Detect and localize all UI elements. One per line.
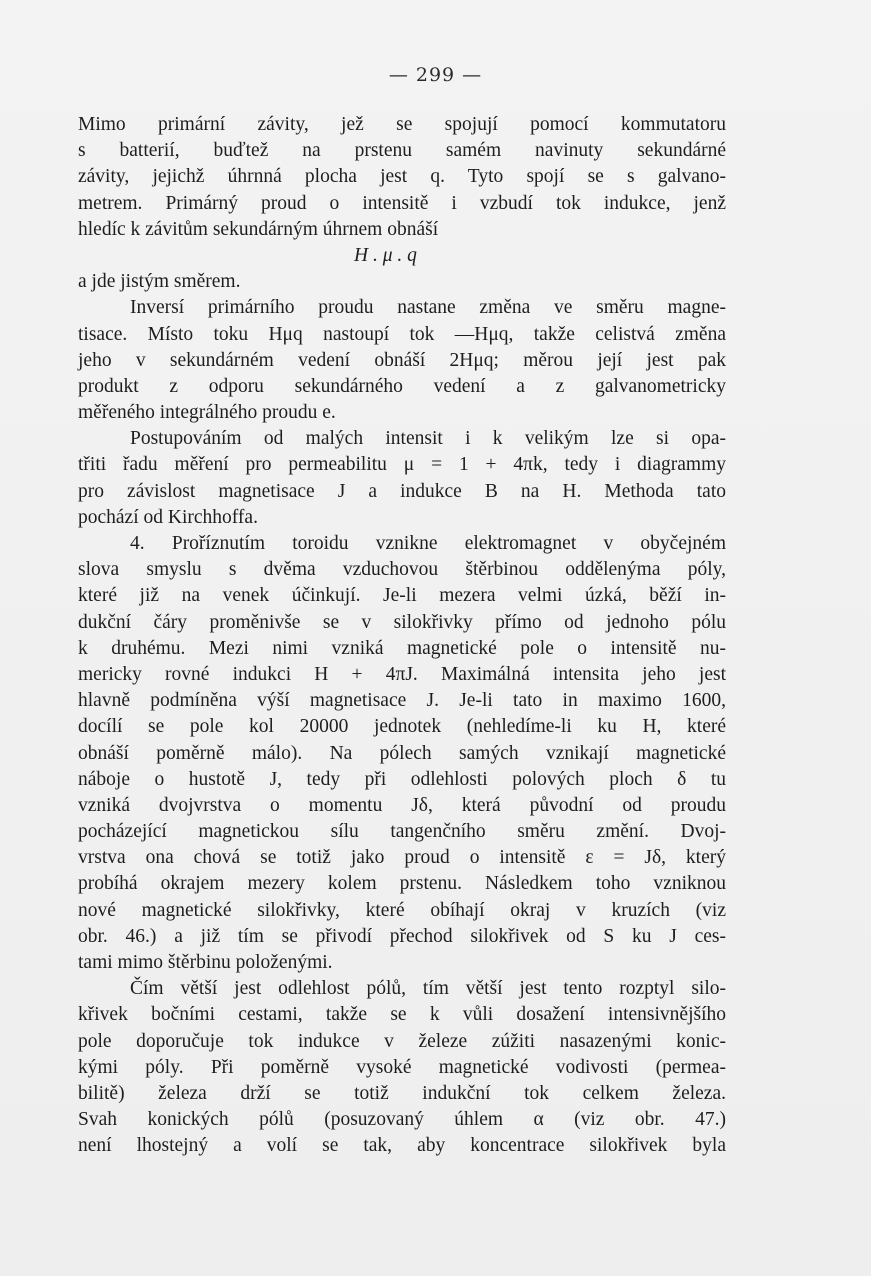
text-line: měřeného integrálného proudu e. (78, 402, 336, 424)
text-line: Mimo primární závity, jež se spojují pomocí kommutatoru (78, 114, 726, 135)
text-line: není lhostejný a volí se tak, aby koncentrace silokřivek byla (78, 1135, 726, 1157)
text-line: tisace. Místo toku Hμq nastoupí tok —Hμq, takže celistvá změna (78, 323, 726, 345)
text-line: Inversí primárního proudu nastane změna ve směru magne- (130, 297, 726, 319)
text-line: tami mimo štěrbinu položenými. (78, 952, 333, 973)
text-line: křivek bočními cestami, takže se k vůli dosažení intensivnějšího (78, 1004, 726, 1026)
text-line: pochází od Kirchhoffa. (78, 506, 258, 528)
text-line: dukční čáry proměnivše se v silokřivky přímo od jednoho pólu (78, 611, 726, 633)
text-line: pro závislost magnetisace J a indukce B na H. Methoda tato (78, 480, 726, 502)
text-line: pole doporučuje tok indukce v železe zúžiti nasazenými konic- (78, 1030, 726, 1052)
text-line: vzniká dvojvrstva o momentu Jδ, která původní od proudu (78, 794, 726, 816)
text-line: náboje o hustotě J, tedy při odlehlosti polových ploch δ tu (78, 768, 726, 790)
text-line: kými póly. Při poměrně vysoké magnetické vodivosti (permea- (78, 1056, 726, 1078)
text-line: vrstva ona chová se totiž jako proud o intensitě ε = Jδ, který (78, 847, 726, 869)
text-line: slova smyslu s dvěma vzduchovou štěrbinou oddělenýma póly, (78, 559, 726, 581)
text-line: produkt z odporu sekundárného vedení a z galvanometricky (78, 375, 726, 397)
text-line: třiti řadu měření pro permeabilitu μ = 1 + 4πk, tedy i diagrammy (78, 454, 726, 476)
text-line: a jde jistým směrem. (78, 271, 241, 293)
text-line: 4. Proříznutím toroidu vznikne elektromagnet v obyčejném (130, 533, 726, 554)
text-line: bilitě) železa drží se totiž indukční tok celkem železa. (78, 1082, 726, 1104)
text-line: s batterií, buďtež na prstenu samém navinuty sekundárné (78, 140, 726, 162)
page-number: — 299 — (388, 64, 483, 86)
text-line: docílí se pole kol 20000 jednotek (nehledíme-li ku H, které (78, 716, 726, 738)
text-line: Postupováním od malých intensit i k velikým lze si opa- (130, 428, 726, 450)
text-line: které již na venek účinkují. Je-li mezera velmi úzká, běží in- (78, 585, 726, 607)
text-line: jeho v sekundárném vedení obnáší 2Hμq; měrou její jest pak (78, 349, 726, 371)
text-line: nové magnetické silokřivky, které obíhají okraj v kruzích (viz (78, 899, 726, 921)
formula-line: H . μ . q (354, 244, 417, 266)
text-line: obnáší poměrně málo). Na pólech samých vznikají magnetické (78, 742, 726, 764)
text-line: Svah konických pólů (posuzovaný úhlem α (viz obr. 47.) (78, 1109, 726, 1131)
text-line: metrem. Primárný proud o intensitě i vzbudí tok indukce, jenž (78, 192, 726, 214)
text-line: pocházející magnetickou sílu tangenčního směru změní. Dvoj- (78, 821, 726, 843)
text-line: probíhá okrajem mezery kolem prstenu. Následkem toho vzniknou (78, 873, 726, 895)
text-line: závity, jejichž úhrnná plocha jest q. Tyto spojí se s galvano- (78, 166, 726, 188)
text-line: mericky rovné indukci H + 4πJ. Maximálná intensita jeho jest (78, 663, 726, 685)
text-line: Čím větší jest odlehlost pólů, tím větší jest tento rozptyl silo- (130, 978, 726, 1000)
text-line: obr. 46.) a již tím se přivodí přechod silokřivek od S ku J ces- (78, 925, 726, 947)
text-line: hlavně podmíněna výší magnetisace J. Je-li tato in maximo 1600, (78, 690, 726, 712)
text-line: hledíc k závitům sekundárným úhrnem obnáší (78, 218, 439, 240)
body-text (78, 112, 726, 1160)
text-line: k druhému. Mezi nimi vzniká magnetické pole o intensitě nu- (78, 637, 726, 659)
